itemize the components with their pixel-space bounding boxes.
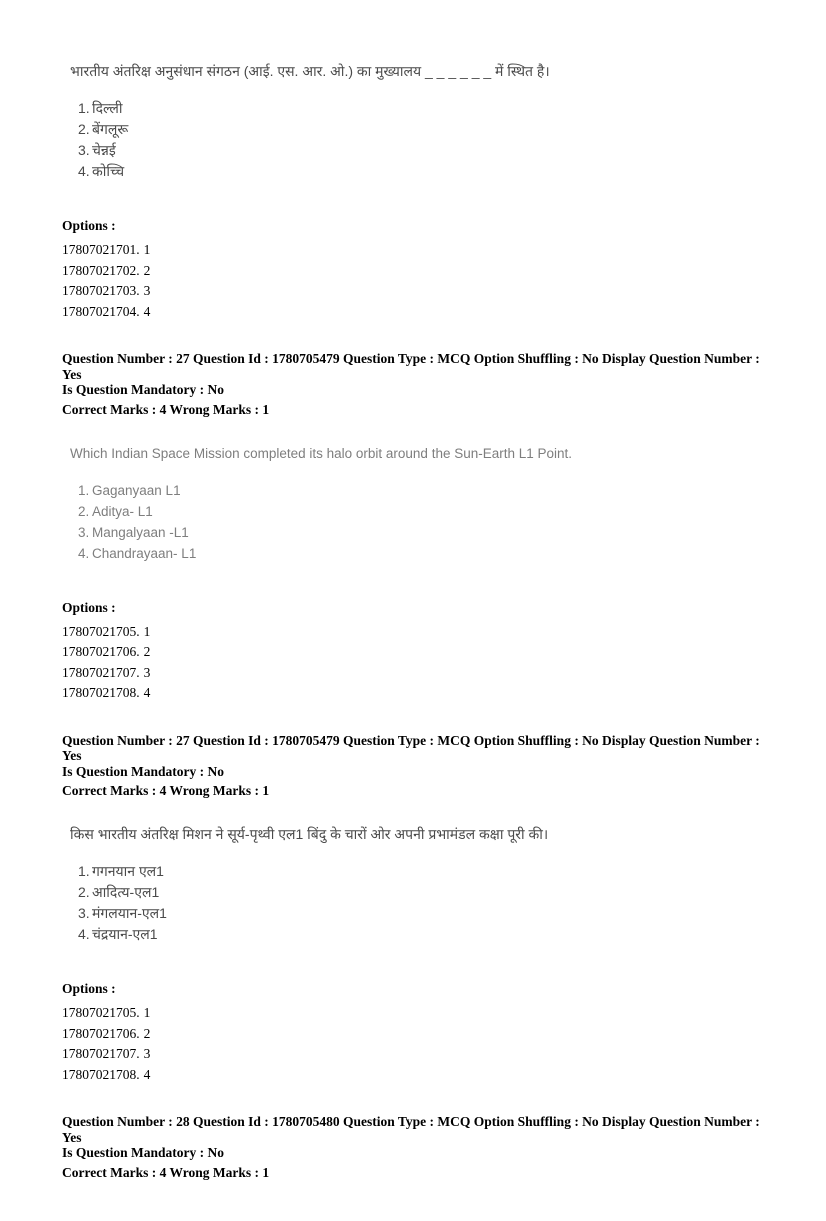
option-id-row	[62, 261, 770, 282]
option-answer-number: 2	[143, 644, 151, 659]
choice-text: Chandrayaan- L1	[92, 545, 197, 561]
meta-line-2: Is Question Mandatory : No	[62, 1145, 225, 1160]
choice-item	[78, 161, 770, 182]
choice-text: चेन्नई	[92, 142, 116, 158]
choice-item	[78, 543, 770, 564]
option-answer-number: 1	[143, 242, 151, 257]
option-answer-number: 3	[143, 283, 151, 298]
option-id: 17807021707.	[62, 664, 140, 680]
option-id-row	[62, 1044, 770, 1065]
option-id-row	[62, 302, 770, 323]
option-id-row	[62, 1065, 770, 1086]
options-heading: Options :	[62, 218, 116, 233]
question-block	[62, 62, 770, 418]
choice-number: 4.	[78, 545, 90, 561]
choice-text: आदित्य-एल1	[92, 884, 160, 900]
question-text: Which Indian Space Mission completed its halo orbit around the Sun-Earth L1 Point.	[70, 445, 573, 461]
options-heading: Options :	[62, 981, 116, 996]
option-id-row	[62, 1003, 770, 1024]
question-meta	[62, 1114, 770, 1181]
choice-number: 2.	[78, 884, 90, 900]
choice-number: 2.	[78, 503, 90, 519]
option-id: 17807021701.	[62, 242, 140, 257]
option-answer-number: 3	[143, 664, 151, 680]
choice-text: चंद्रयान-एल1	[92, 926, 158, 942]
option-answer-number: 4	[143, 1066, 151, 1082]
choice-item	[78, 861, 770, 882]
option-id-list	[62, 622, 770, 704]
choice-list	[78, 98, 770, 182]
choice-text: Gaganyaan L1	[92, 482, 181, 498]
marks-line: Correct Marks : 4 Wrong Marks : 1	[62, 1164, 270, 1180]
option-id: 17807021705.	[62, 1005, 140, 1020]
choice-item	[78, 140, 770, 161]
choice-number: 4.	[78, 163, 90, 179]
option-id: 17807021702.	[62, 262, 140, 278]
choice-item	[78, 480, 770, 501]
choice-text: Mangalyaan -L1	[92, 524, 189, 540]
choice-text: Aditya- L1	[92, 503, 153, 519]
option-id-row	[62, 240, 770, 261]
choice-number: 1.	[78, 863, 90, 879]
marks-line: Correct Marks : 4 Wrong Marks : 1	[62, 401, 270, 417]
question-block	[62, 825, 770, 1181]
question-block	[62, 444, 770, 800]
choice-text: गगनयान एल1	[92, 863, 164, 879]
choice-list	[78, 480, 770, 564]
question-text: किस भारतीय अंतरिक्ष मिशन ने सूर्य-पृथ्वी एल1 बिंदु के चारों ओर अपनी प्रभामंडल कक्षा पूरी की।	[70, 826, 549, 842]
choice-text: कोच्चि	[92, 163, 125, 179]
option-id-list	[62, 1003, 770, 1085]
option-id: 17807021704.	[62, 303, 140, 319]
choice-item	[78, 98, 770, 119]
option-answer-number: 2	[143, 1025, 151, 1041]
option-answer-number: 1	[143, 1005, 151, 1020]
question-meta	[62, 733, 770, 800]
choice-number: 3.	[78, 524, 90, 540]
meta-line-1: Question Number : 28 Question Id : 1780705480 Question Type : MCQ Option Shuffling : No Display Question Number : Yes	[62, 1114, 760, 1145]
option-answer-number: 4	[143, 303, 151, 319]
marks-line: Correct Marks : 4 Wrong Marks : 1	[62, 783, 270, 798]
option-answer-number: 4	[143, 685, 151, 700]
options-heading: Options :	[62, 599, 116, 615]
choice-number: 3.	[78, 905, 90, 921]
option-answer-number: 3	[143, 1046, 151, 1061]
choice-item	[78, 501, 770, 522]
choice-number: 3.	[78, 142, 90, 158]
option-id-row	[62, 1024, 770, 1045]
option-answer-number: 2	[143, 262, 151, 278]
choice-list	[78, 861, 770, 945]
choice-text: दिल्ली	[92, 100, 123, 116]
choice-item	[78, 924, 770, 945]
meta-line-2: Is Question Mandatory : No	[62, 382, 225, 397]
question-text: भारतीय अंतरिक्ष अनुसंधान संगठन (आई. एस. आर. ओ.) का मुख्यालय _ _ _ _ _ _ में स्थित है।	[70, 63, 550, 79]
choice-number: 2.	[78, 121, 90, 137]
option-id-row	[62, 281, 770, 302]
option-id: 17807021706.	[62, 644, 140, 659]
option-id-row	[62, 622, 770, 643]
option-id: 17807021708.	[62, 1066, 140, 1082]
option-id-row	[62, 663, 770, 684]
option-id: 17807021707.	[62, 1046, 140, 1061]
option-id: 17807021703.	[62, 283, 140, 298]
question-meta	[62, 351, 770, 418]
choice-number: 4.	[78, 926, 90, 942]
choice-number: 1.	[78, 100, 90, 116]
choice-item	[78, 882, 770, 903]
meta-line-1: Question Number : 27 Question Id : 1780705479 Question Type : MCQ Option Shuffling : No Display Question Number : Yes	[62, 732, 760, 763]
option-id: 17807021706.	[62, 1025, 140, 1041]
spacer	[62, 418, 770, 444]
option-answer-number: 1	[143, 623, 151, 639]
meta-line-1: Question Number : 27 Question Id : 1780705479 Question Type : MCQ Option Shuffling : No Display Question Number : Yes	[62, 351, 760, 382]
choice-text: मंगलयान-एल1	[92, 905, 167, 921]
choice-item	[78, 522, 770, 543]
spacer	[62, 799, 770, 825]
option-id-row	[62, 683, 770, 704]
choice-text: बेंगलूरू	[92, 121, 129, 137]
choice-item	[78, 119, 770, 140]
choice-number: 1.	[78, 482, 90, 498]
choice-item	[78, 903, 770, 924]
option-id-list	[62, 240, 770, 322]
option-id: 17807021708.	[62, 685, 140, 700]
option-id: 17807021705.	[62, 623, 140, 639]
option-id-row	[62, 642, 770, 663]
meta-line-2: Is Question Mandatory : No	[62, 763, 225, 779]
